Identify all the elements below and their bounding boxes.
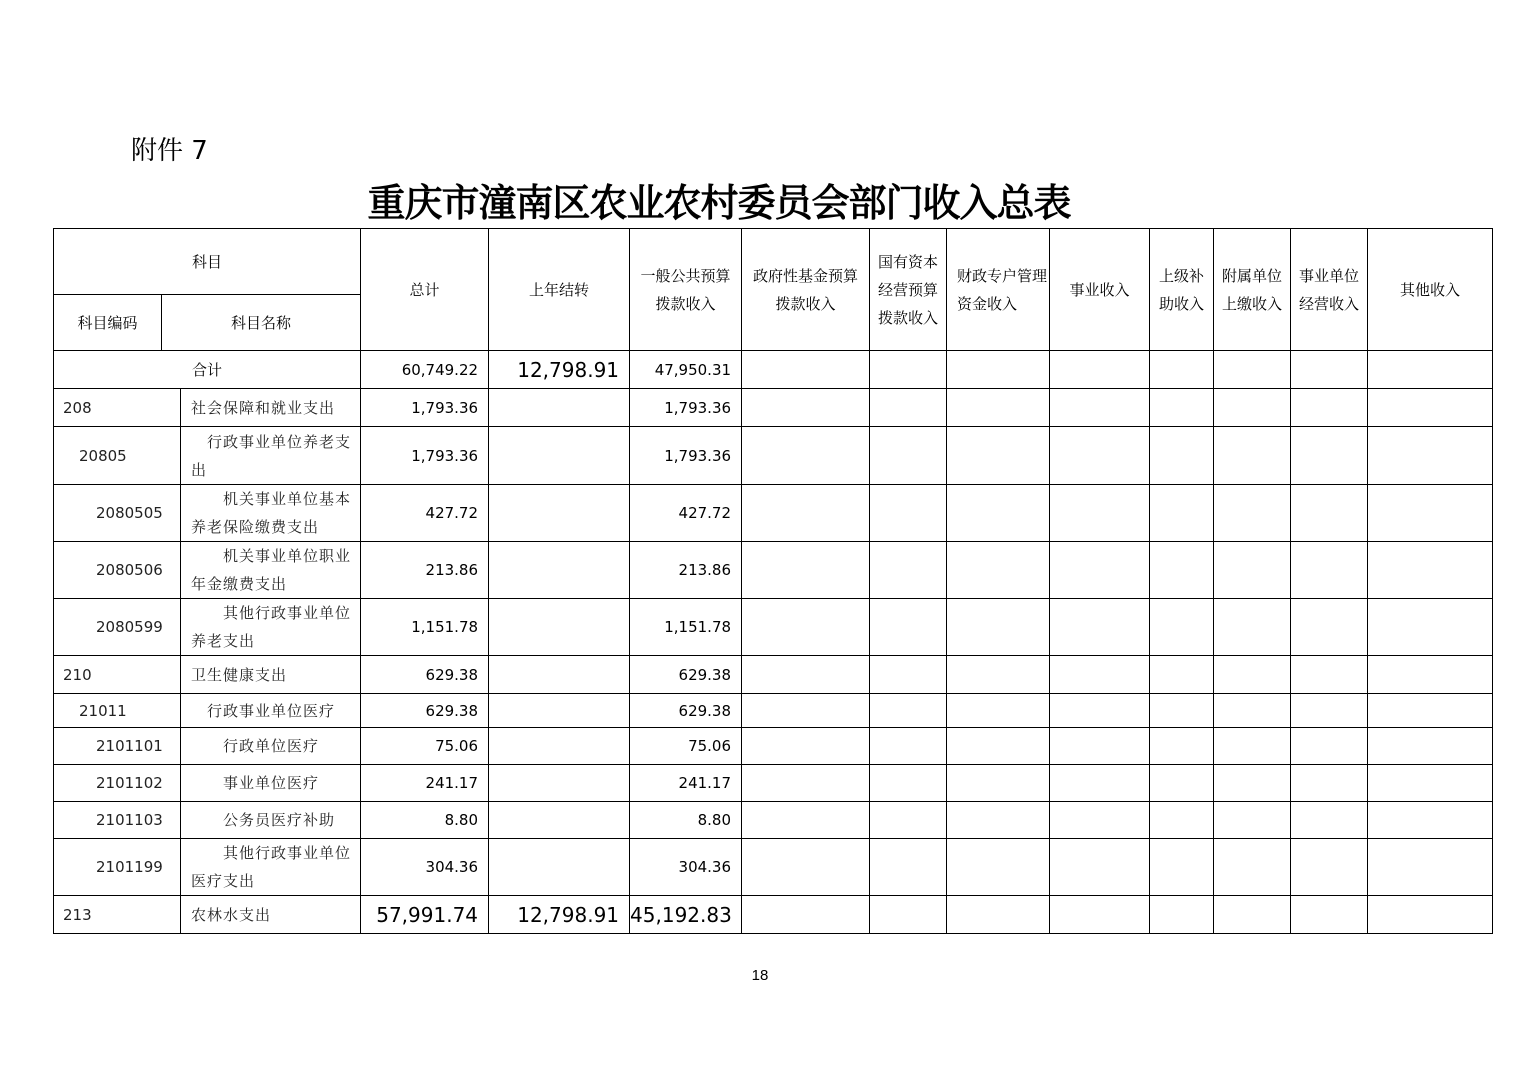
header-fiscal-special: 财政专户管理资金收入 bbox=[947, 229, 1050, 351]
table-row bbox=[54, 765, 1493, 802]
summary-label: 合计 bbox=[54, 351, 361, 389]
header-carryover: 上年结转 bbox=[489, 229, 630, 351]
row-carryover bbox=[489, 656, 630, 694]
row-name: 事业单位医疗 bbox=[181, 765, 361, 802]
row-name: 社会保障和就业支出 bbox=[181, 389, 361, 427]
header-row-1 bbox=[54, 229, 1493, 295]
row-total: 427.72 bbox=[361, 485, 489, 542]
page-number: 18 bbox=[751, 967, 769, 984]
attachment-label: 附件 7 bbox=[131, 136, 208, 166]
page-title bbox=[0, 180, 1440, 226]
header-other-income: 其他收入 bbox=[1368, 229, 1493, 351]
table-row bbox=[54, 694, 1493, 728]
row-code: 2101103 bbox=[54, 802, 181, 839]
row-carryover bbox=[489, 389, 630, 427]
row-name: 行政事业单位医疗 bbox=[181, 694, 361, 728]
header-state-capital: 国有资本经营预算拨款收入 bbox=[870, 229, 947, 351]
page-title-text: 重庆市潼南区农业农村委员会部门收入总表 bbox=[367, 180, 1071, 225]
header-gov-fund: 政府性基金预算拨款收入 bbox=[742, 229, 870, 351]
table-row bbox=[54, 389, 1493, 427]
row-name: 行政事业单位养老支出 bbox=[181, 427, 361, 485]
row-code: 2101102 bbox=[54, 765, 181, 802]
row-total: 213.86 bbox=[361, 542, 489, 599]
income-summary-table bbox=[53, 228, 1493, 934]
row-general-budget: 629.38 bbox=[630, 694, 742, 728]
header-business-operation: 事业单位经营收入 bbox=[1291, 229, 1368, 351]
row-total: 629.38 bbox=[361, 694, 489, 728]
header-subject: 科目 bbox=[54, 229, 361, 295]
row-general-budget: 75.06 bbox=[630, 728, 742, 765]
table-row bbox=[54, 485, 1493, 542]
row-total: 8.80 bbox=[361, 802, 489, 839]
row-name: 公务员医疗补助 bbox=[181, 802, 361, 839]
row-general-budget: 629.38 bbox=[630, 656, 742, 694]
row-name: 其他行政事业单位养老支出 bbox=[181, 599, 361, 656]
table-row bbox=[54, 896, 1493, 934]
row-code: 210 bbox=[54, 656, 181, 694]
summary-carryover: 12,798.91 bbox=[489, 351, 630, 389]
row-carryover bbox=[489, 485, 630, 542]
row-carryover bbox=[489, 802, 630, 839]
row-total: 304.36 bbox=[361, 839, 489, 896]
row-general-budget: 427.72 bbox=[630, 485, 742, 542]
row-general-budget: 213.86 bbox=[630, 542, 742, 599]
row-code: 2080506 bbox=[54, 542, 181, 599]
row-carryover bbox=[489, 728, 630, 765]
row-carryover bbox=[489, 599, 630, 656]
row-carryover bbox=[489, 542, 630, 599]
row-general-budget: 304.36 bbox=[630, 839, 742, 896]
header-subject-name: 科目名称 bbox=[162, 295, 361, 351]
row-code: 213 bbox=[54, 896, 181, 934]
row-code: 2101199 bbox=[54, 839, 181, 896]
header-general-budget: 一般公共预算拨款收入 bbox=[630, 229, 742, 351]
summary-general-budget: 47,950.31 bbox=[630, 351, 742, 389]
row-carryover bbox=[489, 694, 630, 728]
row-code: 208 bbox=[54, 389, 181, 427]
table-row bbox=[54, 427, 1493, 485]
row-code: 20805 bbox=[54, 427, 181, 485]
row-total: 1,151.78 bbox=[361, 599, 489, 656]
row-general-budget: 1,793.36 bbox=[630, 389, 742, 427]
row-carryover bbox=[489, 427, 630, 485]
header-business-income: 事业收入 bbox=[1050, 229, 1150, 351]
table-row bbox=[54, 839, 1493, 896]
header-superior-subsidy: 上级补助收入 bbox=[1150, 229, 1214, 351]
row-general-budget: 8.80 bbox=[630, 802, 742, 839]
row-name: 机关事业单位基本养老保险缴费支出 bbox=[181, 485, 361, 542]
row-total: 241.17 bbox=[361, 765, 489, 802]
row-total: 1,793.36 bbox=[361, 427, 489, 485]
summary-total: 60,749.22 bbox=[361, 351, 489, 389]
row-code: 21011 bbox=[54, 694, 181, 728]
header-affiliated-income: 附属单位上缴收入 bbox=[1214, 229, 1291, 351]
row-name: 行政单位医疗 bbox=[181, 728, 361, 765]
row-general-budget: 1,151.78 bbox=[630, 599, 742, 656]
row-total: 1,793.36 bbox=[361, 389, 489, 427]
table-row bbox=[54, 542, 1493, 599]
row-total: 57,991.74 bbox=[361, 896, 489, 934]
header-total: 总计 bbox=[361, 229, 489, 351]
row-name: 农林水支出 bbox=[181, 896, 361, 934]
header-subject-code: 科目编码 bbox=[54, 295, 162, 351]
row-total: 75.06 bbox=[361, 728, 489, 765]
row-general-budget: 241.17 bbox=[630, 765, 742, 802]
row-name: 机关事业单位职业年金缴费支出 bbox=[181, 542, 361, 599]
row-code: 2101101 bbox=[54, 728, 181, 765]
row-code: 2080505 bbox=[54, 485, 181, 542]
row-carryover bbox=[489, 839, 630, 896]
row-carryover: 12,798.91 bbox=[489, 896, 630, 934]
row-name: 其他行政事业单位医疗支出 bbox=[181, 839, 361, 896]
table-row bbox=[54, 599, 1493, 656]
row-total: 629.38 bbox=[361, 656, 489, 694]
row-name: 卫生健康支出 bbox=[181, 656, 361, 694]
row-general-budget: 45,192.83 bbox=[630, 896, 742, 934]
summary-row bbox=[54, 351, 1493, 389]
table-row bbox=[54, 656, 1493, 694]
row-carryover bbox=[489, 765, 630, 802]
table-row bbox=[54, 728, 1493, 765]
table-row bbox=[54, 802, 1493, 839]
row-code: 2080599 bbox=[54, 599, 181, 656]
row-general-budget: 1,793.36 bbox=[630, 427, 742, 485]
